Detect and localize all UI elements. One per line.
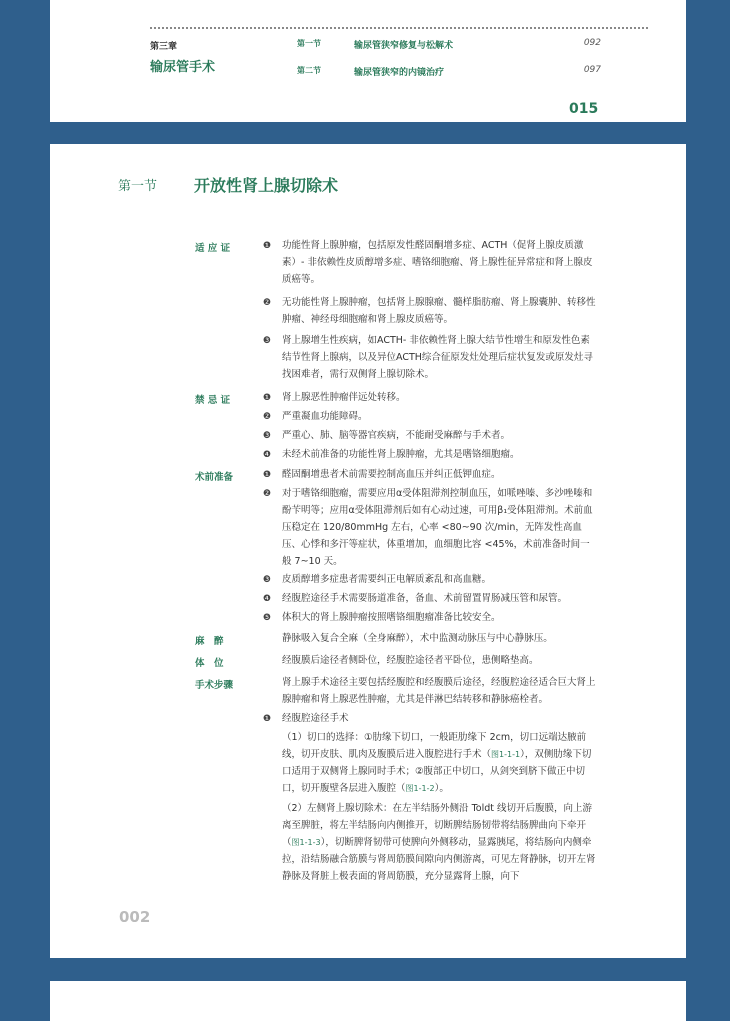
item-number: ❶ [263, 714, 272, 724]
paragraph-text: ），双侧肋缘下切口适用于双侧肾上腺同时手术；②腹部正中切口，从剑突到脐下做正中切口，切开腹壁各层进入腹腔（ [282, 749, 592, 794]
section-label: 第一节 [118, 179, 158, 194]
preop-label: 术前准备 [195, 472, 234, 483]
item-number: ❷ [263, 298, 272, 308]
steps-label: 手术步骤 [195, 680, 234, 691]
item-number: ❺ [263, 613, 272, 623]
steps-paragraph-2 [282, 800, 598, 885]
anesthesia-label: 麻 醉 [195, 636, 224, 647]
preop-item: 皮质醇增多症患者需要纠正电解质紊乱和高血糖。 [282, 574, 492, 585]
position-text: 经腹膜后途径者侧卧位，经腹腔途径者平卧位，患侧略垫高。 [282, 655, 539, 666]
figure-ref[interactable]: 图1-1-1 [491, 750, 521, 759]
preop-item: 对于嗜铬细胞瘤，需要应用α受体阻滞剂控制血压，如哌唑嗪、多沙唑嗪和酚苄明等；应用α受体阻滞剂后如有心动过速，可用β₁受体阻滞剂。术前血压稳定在 120/80mmHg 左右，心率 <80~90 次/min，无阵发性高血压、心悸和多汗等症状，体重增加，血细胞比容 <45%，术前准备时间一般 7~10 天。 [282, 488, 593, 567]
item-number: ❸ [263, 575, 272, 585]
indication-item: 功能性肾上腺肿瘤，包括原发性醛固酮增多症、ACTH（促肾上腺皮质激素）- 非依赖性皮质醇增多症、嗜铬细胞瘤、肾上腺性征异常症和肾上腺皮质癌等。 [282, 240, 593, 285]
paragraph-text: ）。 [434, 783, 449, 794]
chapter-title: 输尿管手术 [150, 60, 216, 75]
steps-subtitle: 经腹腔途径手术 [282, 713, 349, 724]
preop-item: 经腹腔途径手术需要肠道准备，备血、术前留置胃肠减压管和尿管。 [282, 593, 568, 604]
preop-item: 醛固酮增患者术前需要控制高血压并纠正低钾血症。 [282, 469, 501, 480]
steps-paragraph-1 [282, 729, 598, 797]
indications-label: 适 应 证 [195, 243, 231, 254]
contraindication-item: 未经术前准备的功能性肾上腺肿瘤，尤其是嗜铬细胞瘤。 [282, 449, 520, 460]
next-page [50, 981, 686, 1021]
item-number: ❶ [263, 241, 272, 251]
paragraph-text: （1）切口的选择：①肋缘下切口，一般距肋缘下 2cm，切口远端达腋前线，切开皮肤、肌肉及腹膜后进入腹腔进行手术（ [282, 732, 587, 760]
toc-title: 输尿管狭窄的内镜治疗 [354, 68, 445, 78]
dotted-divider [150, 27, 648, 29]
toc-title: 输尿管狭窄修复与松解术 [354, 41, 454, 51]
indication-item: 肾上腺增生性疾病，如ACTH- 非依赖性肾上腺大结节性增生和原发性色素结节性肾上腺病，以及异位ACTH综合征原发灶处理后症状复发或原发灶寻找困难者，需行双侧肾上腺切除术。 [282, 335, 593, 380]
contraindication-item: 严重心、肺、脑等器官疾病，不能耐受麻醉与手术者。 [282, 430, 511, 441]
anesthesia-text: 静脉吸入复合全麻（全身麻醉），术中监测动脉压与中心静脉压。 [282, 633, 553, 644]
paragraph-text: （2）左侧肾上腺切除术：在左半结肠外侧沿 Toldt 线切开后腹膜，向上游离至脾脏，将左半结肠向内侧推开，切断脾结肠韧带将结肠脾曲向下牵开（ [282, 803, 592, 848]
preop-item: 体积大的肾上腺肿瘤按照嗜铬细胞瘤准备比较安全。 [282, 612, 501, 623]
contraindication-item: 肾上腺恶性肿瘤伴远处转移。 [282, 392, 406, 403]
page-number: 002 [119, 908, 151, 926]
toc-entry[interactable] [297, 65, 601, 79]
paragraph-text: ），切断脾肾韧带可使脾向外侧移动，显露胰尾，将结肠向内侧牵拉，沿结肠融合筋膜与肾周筋膜间隙向内侧游离，可见左肾静脉，切开左肾静脉及肾脏上极表面的肾周筋膜，充分显露肾上腺，向下 [282, 837, 596, 882]
toc-page: 097 [583, 65, 601, 75]
position-label: 体 位 [195, 658, 224, 669]
toc-entry[interactable] [297, 38, 601, 52]
item-number: ❷ [263, 489, 272, 499]
item-number: ❶ [263, 470, 272, 480]
indication-item: 无功能性肾上腺肿瘤，包括肾上腺腺瘤、髓样脂肪瘤、肾上腺囊肿、转移性肿瘤、神经母细胞瘤和肾上腺皮质癌等。 [282, 297, 596, 325]
previous-page [50, 0, 686, 122]
section-title: 开放性肾上腺切除术 [194, 176, 339, 195]
page-number: 015 [569, 101, 599, 117]
item-number: ❷ [263, 412, 272, 422]
item-number: ❹ [263, 450, 272, 460]
main-page [50, 144, 686, 958]
toc-section: 第一节 [297, 39, 321, 48]
contraindications-label: 禁 忌 证 [195, 395, 231, 406]
toc-page: 092 [583, 38, 601, 48]
figure-ref[interactable]: 图1-1-3 [291, 838, 321, 847]
item-number: ❸ [263, 336, 272, 346]
figure-ref[interactable]: 图1-1-2 [405, 784, 435, 793]
item-number: ❹ [263, 594, 272, 604]
item-number: ❸ [263, 431, 272, 441]
item-number: ❶ [263, 393, 272, 403]
toc-section: 第二节 [297, 66, 321, 75]
steps-intro: 肾上腺手术途径主要包括经腹腔和经腹膜后途径，经腹腔途径适合巨大肾上腺肿瘤和肾上腺恶性肿瘤，尤其是伴淋巴结转移和静脉癌栓者。 [282, 677, 596, 705]
chapter-label: 第三章 [150, 42, 178, 52]
contraindication-item: 严重凝血功能障碍。 [282, 411, 368, 422]
